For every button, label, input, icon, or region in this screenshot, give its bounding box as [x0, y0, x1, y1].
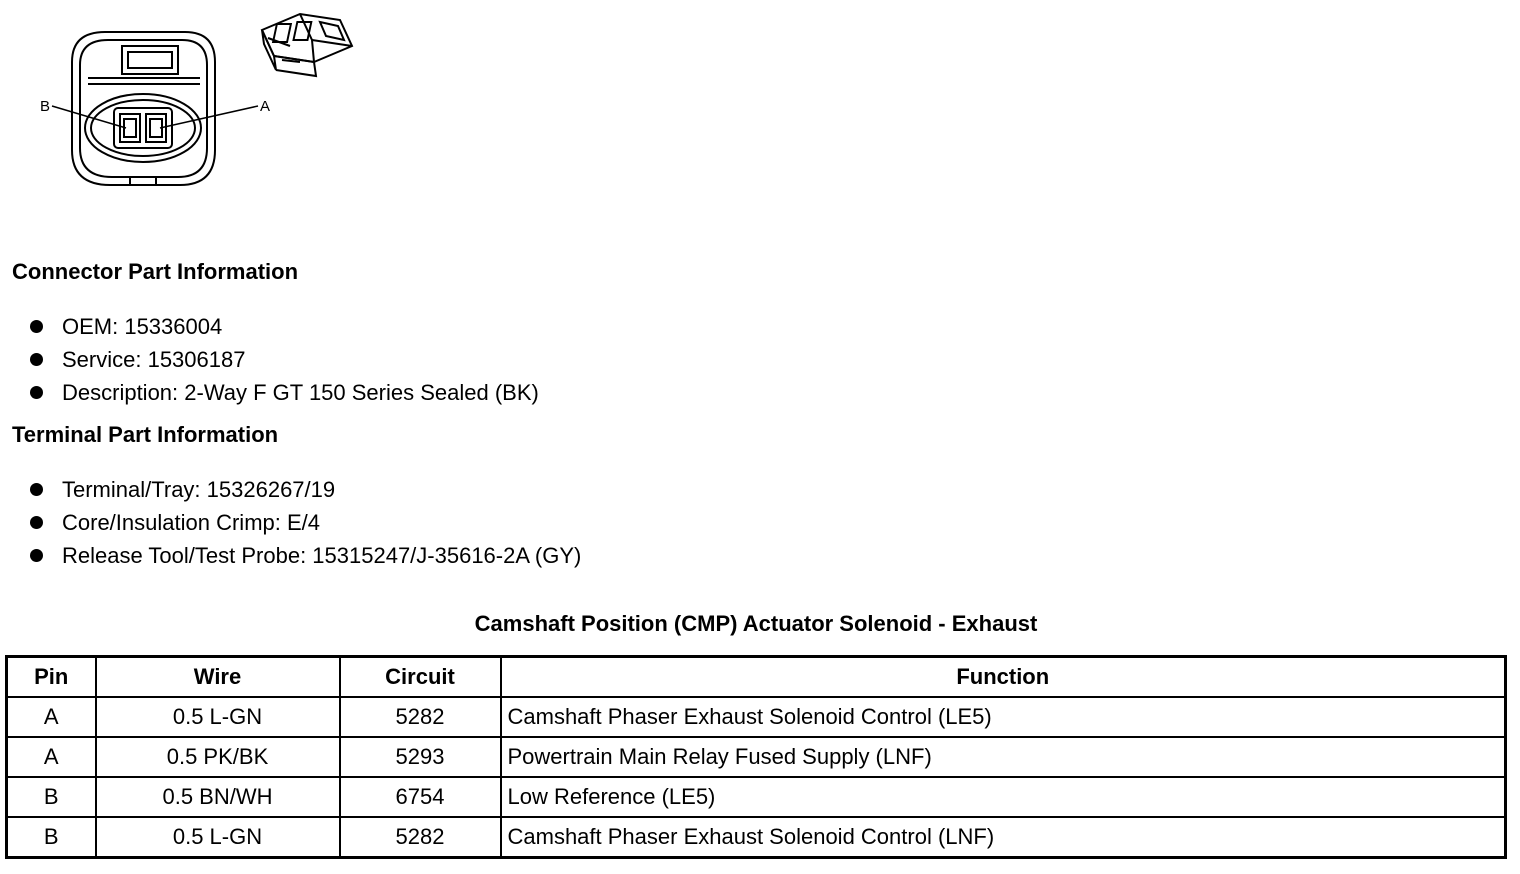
cell-wire: 0.5 L-GN — [96, 697, 340, 737]
terminal-info-list — [30, 473, 581, 572]
bullet-icon — [30, 386, 43, 399]
cell-pin: B — [7, 777, 96, 817]
connector-info-list — [30, 310, 539, 409]
cell-function: Camshaft Phaser Exhaust Solenoid Control (LE5) — [501, 697, 1506, 737]
bullet-icon — [30, 320, 43, 333]
cell-function: Powertrain Main Relay Fused Supply (LNF) — [501, 737, 1506, 777]
bullet-icon — [30, 516, 43, 529]
cell-wire: 0.5 PK/BK — [96, 737, 340, 777]
terminal-info-title: Terminal Part Information — [12, 422, 279, 447]
list-item: OEM: 15336004 — [30, 310, 539, 343]
cell-pin: A — [7, 697, 96, 737]
pin-b-label: B — [40, 98, 51, 115]
cell-wire: 0.5 L-GN — [96, 817, 340, 858]
bullet-icon — [30, 549, 43, 562]
table-row — [7, 697, 1506, 737]
header-function: Function — [501, 657, 1506, 698]
cell-pin: A — [7, 737, 96, 777]
header-circuit: Circuit — [340, 657, 501, 698]
cell-circuit: 5282 — [340, 817, 501, 858]
table-title: Camshaft Position (CMP) Actuator Solenoid - Exhaust — [474, 611, 1038, 636]
header-pin: Pin — [7, 657, 96, 698]
list-item: Service: 15306187 — [30, 343, 539, 376]
cell-wire: 0.5 BN/WH — [96, 777, 340, 817]
cell-circuit: 6754 — [340, 777, 501, 817]
connector-info-title: Connector Part Information — [12, 259, 299, 284]
list-item: Release Tool/Test Probe: 15315247/J-35616-2A (GY) — [30, 539, 581, 572]
table-row — [7, 737, 1506, 777]
connector-iso-sketch — [262, 14, 352, 76]
cell-circuit: 5282 — [340, 697, 501, 737]
table-header-row — [7, 657, 1506, 698]
bullet-icon — [30, 353, 43, 366]
cell-function: Camshaft Phaser Exhaust Solenoid Control (LNF) — [501, 817, 1506, 858]
bullet-icon — [30, 483, 43, 496]
pin-a-label: A — [260, 98, 271, 115]
cell-pin: B — [7, 817, 96, 858]
list-item: Terminal/Tray: 15326267/19 — [30, 473, 581, 506]
list-item: Core/Insulation Crimp: E/4 — [30, 506, 581, 539]
header-wire: Wire — [96, 657, 340, 698]
connector-face-diagram — [0, 0, 360, 200]
pinout-table — [5, 655, 1507, 859]
cell-circuit: 5293 — [340, 737, 501, 777]
table-row — [7, 777, 1506, 817]
table-row — [7, 817, 1506, 858]
cell-function: Low Reference (LE5) — [501, 777, 1506, 817]
list-item: Description: 2-Way F GT 150 Series Sealed (BK) — [30, 376, 539, 409]
